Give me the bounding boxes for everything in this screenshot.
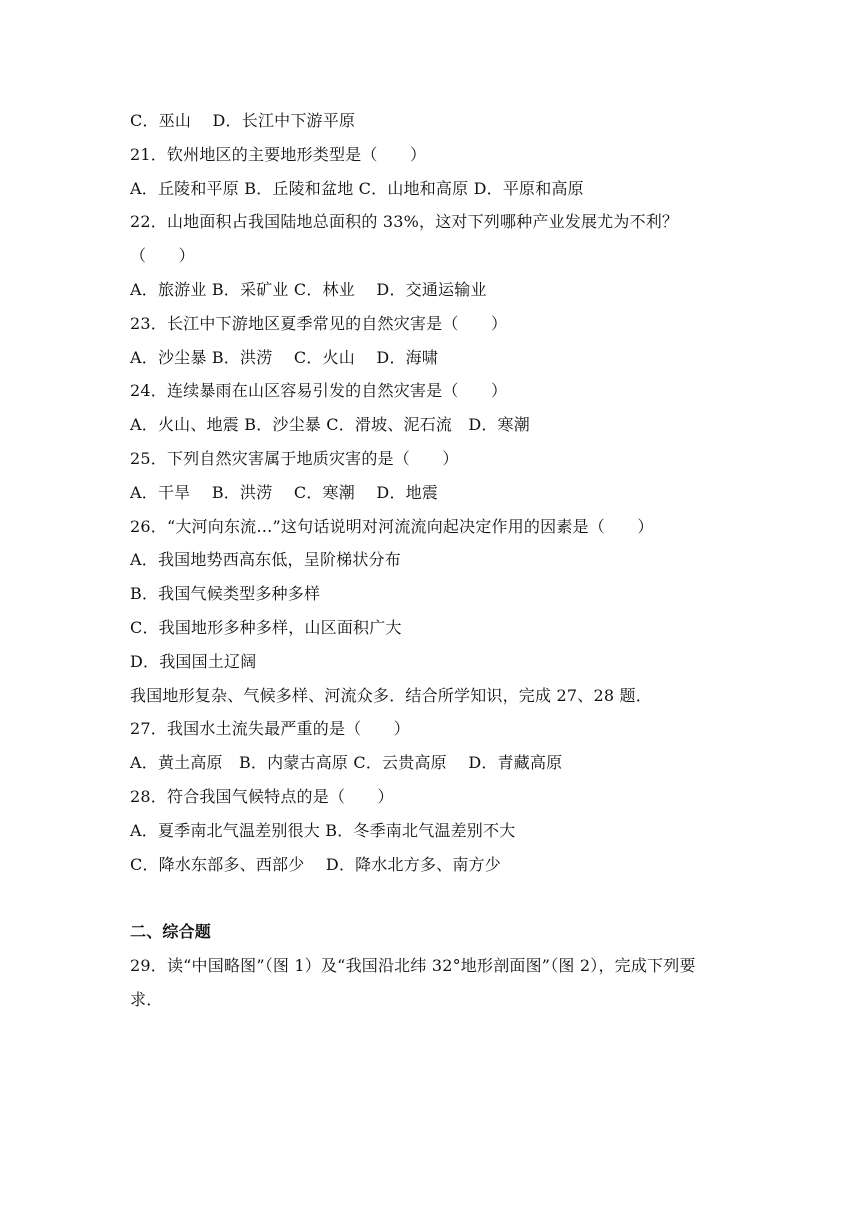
q27-options: A．黄土高原 B．内蒙古高原 C．云贵高原 D．青藏高原 bbox=[130, 753, 563, 772]
section-heading: 二、综合题 bbox=[130, 922, 212, 941]
q21-question: 21．钦州地区的主要地形类型是（ ） bbox=[130, 145, 427, 164]
q28-options-cd: C．降水东部多、西部少 D．降水北方多、南方少 bbox=[130, 855, 501, 874]
q27-28-intro: 我国地形复杂、气候多样、河流众多．结合所学知识，完成 27、28 题． bbox=[130, 686, 652, 705]
q24-options: A．火山、地震 B．沙尘暴 C．滑坡、泥石流 D．寒潮 bbox=[130, 415, 530, 434]
q21-options: A．丘陵和平原 B．丘陵和盆地 C．山地和高原 D．平原和高原 bbox=[130, 179, 584, 198]
q26-option-a: A．我国地势西高东低，呈阶梯状分布 bbox=[130, 550, 401, 569]
q26-option-d: D．我国国土辽阔 bbox=[130, 652, 257, 671]
q27-question: 27．我国水土流失最严重的是（ ） bbox=[130, 719, 410, 738]
q26-option-b: B．我国气候类型多种多样 bbox=[130, 584, 321, 603]
q25-question: 25．下列自然灾害属于地质灾害的是（ ） bbox=[130, 449, 459, 468]
q22-options: A．旅游业 B．采矿业 C．林业 D．交通运输业 bbox=[130, 280, 487, 299]
q22-question: 22．山地面积占我国陆地总面积的 33%，这对下列哪种产业发展尤为不利？ bbox=[130, 212, 679, 231]
q28-options-ab: A．夏季南北气温差别很大 B．冬季南北气温差别不大 bbox=[130, 821, 516, 840]
q28-question: 28．符合我国气候特点的是（ ） bbox=[130, 787, 394, 806]
q22-question-bracket: （ ） bbox=[130, 246, 195, 265]
q26-question: 26．“大河向东流…”这句话说明对河流流向起决定作用的因素是（ ） bbox=[130, 517, 654, 536]
q29-question: 29．读“中国略图”（图 1）及“我国沿北纬 32°地形剖面图”（图 2），完成下列要 bbox=[130, 956, 696, 975]
q20-options-continued: C．巫山 D．长江中下游平原 bbox=[130, 111, 356, 130]
q25-options: A．干旱 B．洪涝 C．寒潮 D．地震 bbox=[130, 483, 439, 502]
q24-question: 24．连续暴雨在山区容易引发的自然灾害是（ ） bbox=[130, 381, 508, 400]
q26-option-c: C．我国地形多种多样，山区面积广大 bbox=[130, 618, 402, 637]
q23-question: 23．长江中下游地区夏季常见的自然灾害是（ ） bbox=[130, 314, 508, 333]
q23-options: A．沙尘暴 B．洪涝 C．火山 D．海啸 bbox=[130, 348, 439, 367]
q29-question-continued: 求． bbox=[130, 990, 163, 1009]
